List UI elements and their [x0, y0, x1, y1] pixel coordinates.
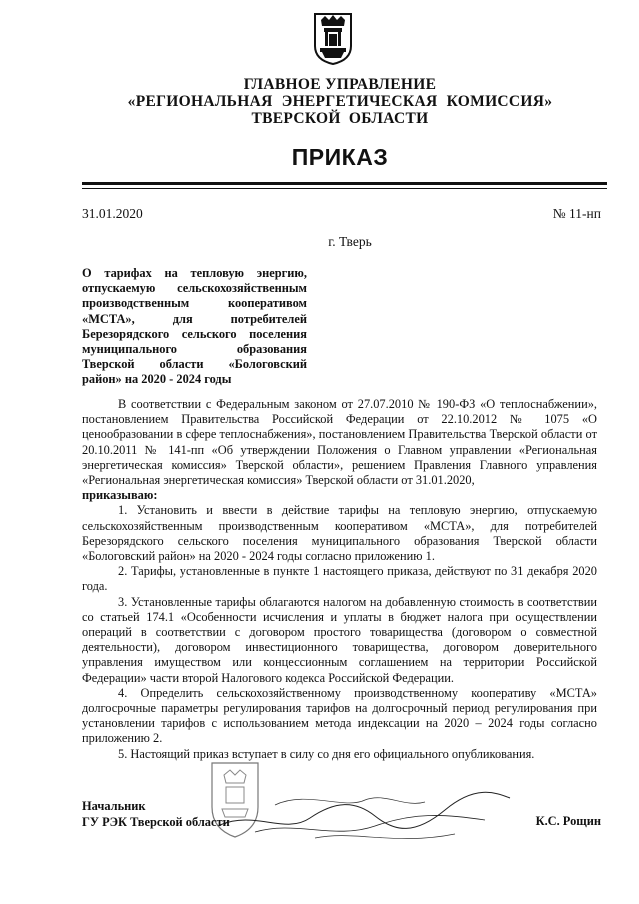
- subject-word: «МСТА»,: [82, 311, 135, 326]
- subject-line: [82, 281, 307, 296]
- subject-word: О: [82, 266, 92, 280]
- subject-word: образования: [236, 342, 307, 357]
- subject-word: поселения: [249, 326, 307, 341]
- order-item: 1. Установить и ввести в действие тарифы на тепловую энергию, отпускаемую сельскохозяйственным производственным кооперативом «МСТА», для потребителей Березорядского сельского поселения муниципального образования Тверской области «Бологовский район» на 2020 - 2024 годы согласно приложению 1.: [82, 503, 597, 564]
- subject-word: потребителей: [230, 311, 307, 326]
- subject-word: для: [172, 311, 193, 326]
- document-number: № 11-нп: [552, 206, 601, 221]
- subject-word: сельскохозяйственным: [177, 281, 307, 296]
- subject-word: производственным: [82, 296, 190, 311]
- document-city: г. Тверь: [328, 234, 372, 249]
- subject-line: [82, 342, 307, 357]
- order-subject: [82, 266, 307, 388]
- ordered-label: приказываю:: [82, 488, 158, 503]
- subject-word: муниципального: [82, 342, 177, 357]
- subject-word: тепловую: [190, 266, 245, 280]
- handwritten-signature-icon: [215, 780, 515, 850]
- order-item: 5. Настоящий приказ вступает в силу со дня его официального опубликования.: [118, 746, 535, 761]
- subject-word: энергию,: [256, 266, 307, 280]
- signatory-title: [82, 798, 230, 830]
- org-name-line-1: ГЛАВНОЕ УПРАВЛЕНИЕ: [243, 76, 437, 93]
- subject-word: сельского: [181, 326, 237, 341]
- signatory-name: К.С. Рощин: [535, 814, 601, 828]
- order-item: 3. Установленные тарифы облагаются налогом на добавленную стоимость в соответствии со статьей 174.1 «Особенности исчисления и уплаты в бюджет налога при осуществлении операций в соответствии с договором простого товарищества (договором о совместной деятельности), договором инвестиционного товарищества, договором доверительного управления имуществом или концессионным соглашением на территории Российской Федерации» части второй Налогового кодекса Российской Федерации.: [82, 594, 597, 685]
- document-type-title: ПРИКАЗ: [291, 144, 389, 170]
- preamble-paragraph: В соответствии с Федеральным законом от 27.07.2010 № 190-ФЗ «О теплоснабжении», постановлением Правительства Российской Федерации от 22.10.2012 № 1075 «О ценообразовании в сфере теплоснабжения», постановлением Правительства Тверской области от 20.10.2011 № 141-пп «Об утверждении Положения о Главном управлении «Региональная энергетическая комиссия» Тверской области», решением Правления Главного управления «Региональная энергетическая комиссия» Тверской области от 31.01.2020,: [82, 397, 597, 488]
- order-body: [82, 397, 597, 762]
- subject-line: [82, 296, 307, 311]
- subject-word: тарифах: [104, 266, 152, 280]
- subject-word: Березорядского: [82, 326, 170, 341]
- header-divider-thin: [82, 188, 607, 189]
- header-divider-thick: [82, 182, 607, 185]
- subject-word: кооперативом: [227, 296, 307, 311]
- order-item: 2. Тарифы, установленные в пункте 1 настоящего приказа, действуют по 31 декабря 2020 года.: [82, 564, 597, 594]
- org-name-line-3: ТВЕРСКОЙ ОБЛАСТИ: [251, 110, 429, 127]
- subject-line: [82, 266, 307, 281]
- tver-coat-of-arms-icon: [313, 12, 353, 66]
- subject-word: Тверской: [82, 357, 135, 372]
- subject-line: [82, 312, 307, 327]
- subject-line: [82, 357, 307, 372]
- subject-line: [82, 327, 307, 342]
- subject-word: на: [164, 266, 178, 280]
- subject-line: район» на 2020 - 2024 годы: [82, 372, 232, 387]
- subject-word: «Бологовский: [228, 357, 307, 372]
- subject-word: области: [159, 357, 204, 372]
- signatory-title-line-1: Начальник: [82, 799, 146, 813]
- subject-word: отпускаемую: [82, 281, 156, 296]
- signatory-title-line-2: ГУ РЭК Тверской области: [82, 815, 230, 829]
- org-name-line-2: «РЕГИОНАЛЬНАЯ ЭНЕРГЕТИЧЕСКАЯ КОМИССИЯ»: [127, 93, 553, 110]
- document-date: 31.01.2020: [82, 206, 143, 221]
- order-item: 4. Определить сельскохозяйственному производственному кооперативу «МСТА» долгосрочные параметры регулирования тарифов на долгосрочный период регулирования при установлении тарифов с использованием метода индексации на 2020 – 2024 годы согласно приложению 2.: [82, 685, 597, 746]
